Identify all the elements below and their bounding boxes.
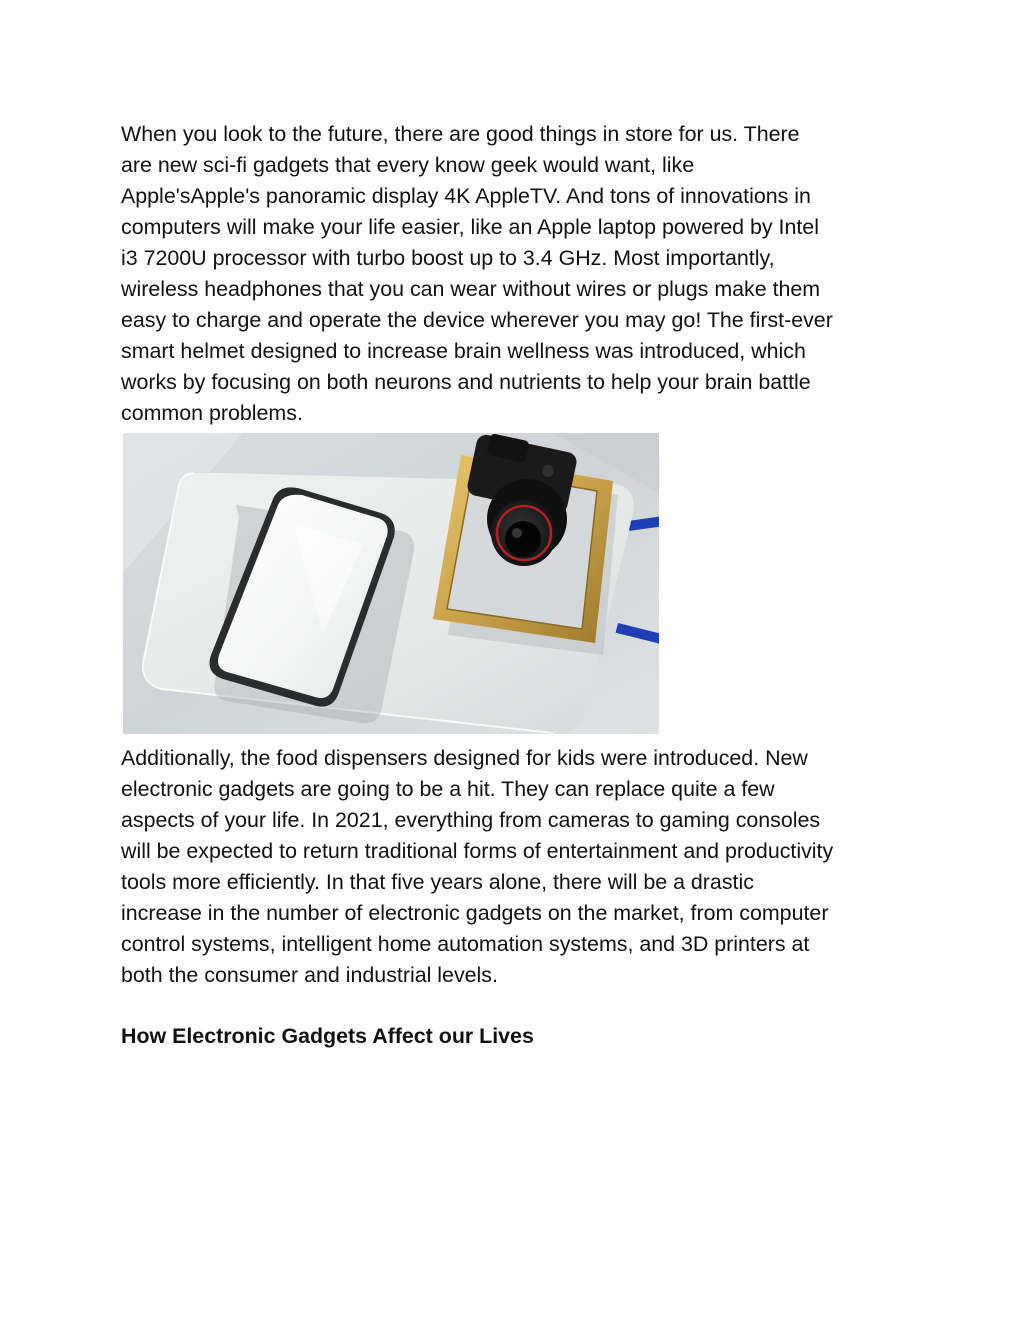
paragraph-line: computers will make your life easier, like an Apple laptop powered by Intel [121,215,819,239]
paragraph-line: common problems. [121,401,303,425]
paragraph-line: electronic gadgets are going to be a hit. They can replace quite a few [121,777,775,801]
paragraph-line: increase in the number of electronic gadgets on the market, from computer [121,901,829,925]
paragraph-line: wireless headphones that you can wear without wires or plugs make them [121,277,821,301]
paragraph-line: Apple'sApple's panoramic display 4K AppleTV. And tons of innovations in [121,184,811,208]
paragraph-line: Additionally, the food dispensers designed for kids were introduced. New [121,746,808,770]
paragraph-line: i3 7200U processor with turbo boost up to 3.4 GHz. Most importantly, [121,246,775,270]
paragraph-line: aspects of your life. In 2021, everything from cameras to gaming consoles [121,808,821,832]
intro-paragraph [121,119,911,429]
gadgets-photo [123,433,659,734]
paragraph-line: are new sci-fi gadgets that every know geek would want, like [121,153,695,177]
paragraph-line: tools more efficiently. In that five years alone, there will be a drastic [121,870,754,894]
body-paragraph [121,743,911,991]
paragraph-line: both the consumer and industrial levels. [121,963,498,987]
paragraph-line: When you look to the future, there are good things in store for us. There [121,122,800,146]
paragraph-line: works by focusing on both neurons and nutrients to help your brain battle [121,370,811,394]
paragraph-line: smart helmet designed to increase brain wellness was introduced, which [121,339,806,363]
paragraph-line: easy to charge and operate the device wherever you may go! The first-ever [121,308,833,332]
section-heading: How Electronic Gadgets Affect our Lives [121,1024,534,1048]
paragraph-line: control systems, intelligent home automation systems, and 3D printers at [121,932,810,956]
paragraph-line: will be expected to return traditional forms of entertainment and productivity [121,839,834,863]
